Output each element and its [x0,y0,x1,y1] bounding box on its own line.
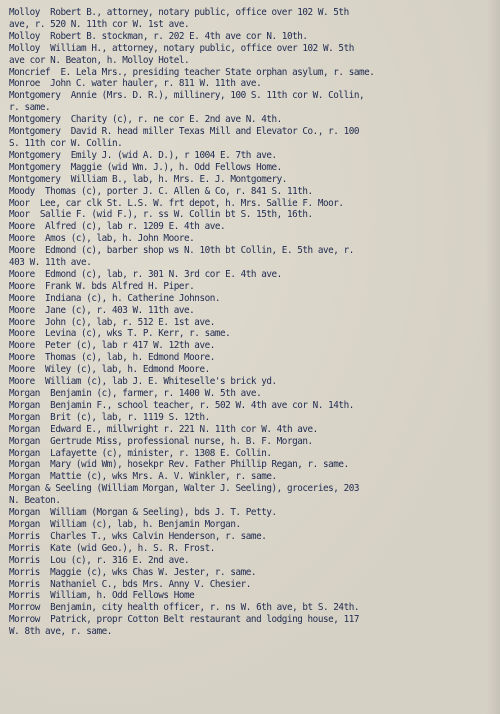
directory-entry-line: Morgan Benjamin F., school teacher, r. 502 W. 4th ave cor N. 14th. [9,399,354,411]
directory-entry-line: Morris William, h. Odd Fellows Home [9,590,195,602]
directory-entry-line: Moore Thomas (c), lab, h. Edmond Moore. [9,352,215,364]
directory-entry-line: Moore Levina (c), wks T. P. Kerr, r. same. [9,328,231,340]
directory-entry-line: Moore Wiley (c), lab, h. Edmond Moore. [9,364,210,376]
directory-entry-line: Morgan Benjamin (c), farmer, r. 1400 W. 5th ave. [9,388,262,399]
directory-entry-line: ave, r. 520 N. 11th cor W. 1st ave. [9,18,190,30]
directory-entry-line: ave cor N. Beaton, h. Molloy Hotel. [9,54,190,66]
directory-entry-line: Morris Nathaniel C., bds Mrs. Anny V. Chesier. [9,578,251,590]
directory-entry-line: Moor Sallie F. (wid F.), r. ss W. Collin bt S. 15th, 16th. [9,209,313,221]
directory-entry-line: Moore Jane (c), r. 403 W. 11th ave. [9,304,195,316]
directory-entry-line: Montgomery Maggie (wid Wm. J.), h. Odd Fellows Home. [9,161,282,173]
directory-entry-line: Morris Lou (c), r. 316 E. 2nd ave. [9,554,190,566]
page-edge-shadow [486,0,500,714]
directory-entry-line: Morgan Gertrude Miss, professional nurse, h. B. F. Morgan. [9,435,313,447]
directory-entry-line: Monroe John C. water hauler, r. 811 W. 11th ave. [9,78,262,90]
directory-entry-line: Montgomery David R. head miller Texas Mill and Elevator Co., r. 100 [9,126,360,138]
directory-entry-line: Moore Edmond (c), lab, r. 301 N. 3rd cor E. 4th ave. [9,268,282,280]
directory-entry-line: N. Beaton. [9,495,61,507]
directory-entry-line: Morgan & Seeling (William Morgan, Walter J. Seeling), groceries, 203 [9,483,360,495]
directory-entry-line: Morgan Lafayette (c), minister, r. 1308 E. Collin. [9,447,272,459]
directory-entry-line: Morgan Mattie (c), wks Mrs. A. V. Winkler, r. same. [9,471,277,483]
directory-entry-line: Molloy Robert B., attorney, notary public, office over 102 W. 5th [9,7,349,18]
directory-entry-line: Moore Indiana (c), h. Catherine Johnson. [9,292,221,304]
directory-entry-line: Morgan Brit (c), lab, r. 1119 S. 12th. [9,411,210,423]
directory-entry-line: Moody Thomas (c), porter J. C. Allen & Co, r. 841 S. 11th. [9,185,313,197]
directory-entry-line: Morgan William (Morgan & Seeling), bds J. T. Petty. [9,507,277,519]
directory-entry-line: Morris Kate (wid Geo.), h. S. R. Frost. [9,542,215,554]
directory-entry-line: Molloy Robert B. stockman, r. 202 E. 4th ave cor N. 10th. [9,30,308,42]
directory-entry-line: Montgomery Annie (Mrs. D. R.), millinery, 100 S. 11th cor W. Collin, [9,90,365,102]
directory-entry-line: Moore John (c), lab, r. 512 E. 1st ave. [9,316,215,328]
directory-entry-line: r. same. [9,102,51,114]
directory-entry-line: Molloy William H., attorney, notary public, office over 102 W. 5th [9,42,354,54]
directory-entry-line: Moore Alfred (c), lab r. 1209 E. 4th ave. [9,221,226,233]
directory-entries [9,7,494,638]
directory-entry-line: Morris Charles T., wks Calvin Henderson, r. same. [9,530,267,542]
directory-entry-line: Montgomery William B., lab, h. Mrs. E. J. Montgomery. [9,173,287,185]
directory-entry-line: Montgomery Charity (c), r. ne cor E. 2nd ave N. 4th. [9,114,282,126]
directory-entry-line: Moor Lee, car clk St. L.S. W. frt depot, h. Mrs. Sallie F. Moor. [9,197,344,209]
directory-entry-line: Moore Peter (c), lab r 417 W. 12th ave. [9,340,215,352]
directory-entry-line: W. 8th ave, r. same. [9,626,112,638]
directory-entry-line: 403 W. 11th ave. [9,257,92,269]
directory-entry-line: Montgomery Emily J. (wid A. D.), r 1004 E. 7th ave. [9,149,277,161]
directory-entry-line: Moore Frank W. bds Alfred H. Piper. [9,280,195,292]
directory-entry-line: Moore Amos (c), lab, h. John Moore. [9,233,195,245]
directory-entry-line: Moore William (c), lab J. E. Whiteselle's brick yd. [9,376,277,388]
directory-entry-line: Morris Maggie (c), wks Chas W. Jester, r. same. [9,566,257,578]
directory-entry-line: Morgan Mary (wid Wm), hosekpr Rev. Father Phillip Regan, r. same. [9,459,349,471]
directory-entry-line: Moore Edmond (c), barber shop ws N. 10th bt Collin, E. 5th ave, r. [9,245,354,257]
directory-entry-line: Morrow Patrick, propr Cotton Belt restaurant and lodging house, 117 [9,614,360,626]
directory-entry-line: Morgan William (c), lab, h. Benjamin Morgan. [9,518,241,530]
directory-entry-line: Morgan Edward E., millwright r. 221 N. 11th cor W. 4th ave. [9,423,318,435]
directory-entry-line: S. 11th cor W. Collin. [9,137,123,149]
directory-entry-line: Morrow Benjamin, city health officer, r. ns W. 6th ave, bt S. 24th. [9,602,360,614]
directory-entry-line: Moncrief E. Lela Mrs., presiding teacher State orphan asylum, r. same. [9,66,375,78]
